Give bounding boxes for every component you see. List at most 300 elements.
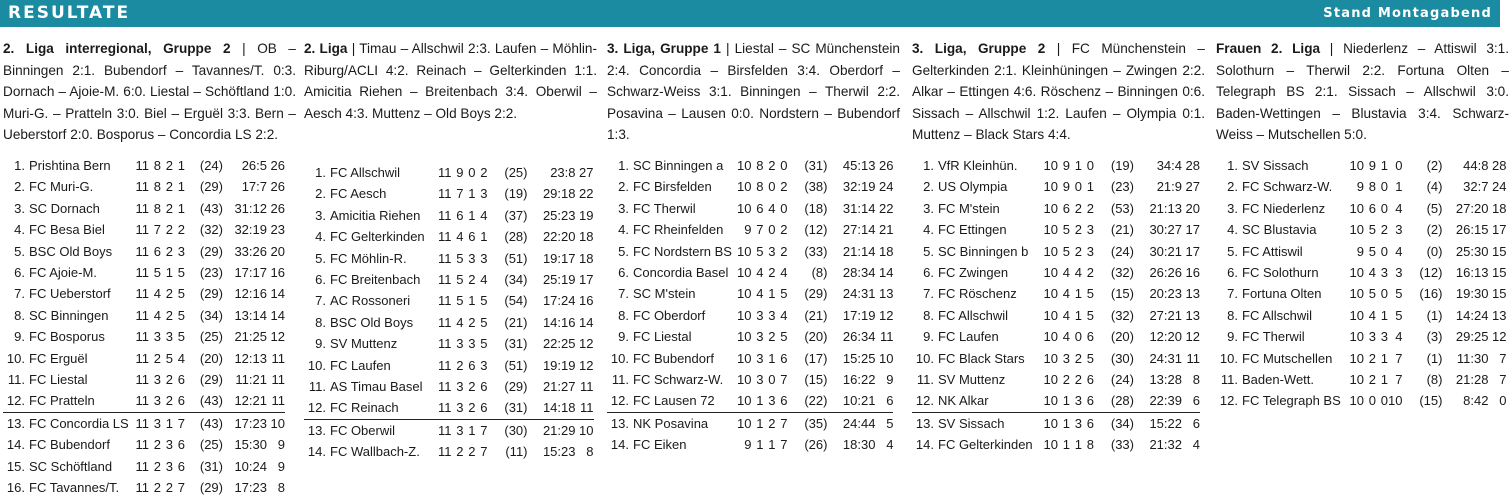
team-name: SV Sissach: [934, 412, 1042, 434]
table-cell: 10: [1349, 222, 1364, 238]
table-cell: 5: [780, 329, 788, 345]
table-cell: (25): [504, 165, 528, 180]
table-cell: 11: [1186, 350, 1200, 366]
table-cell: 2: [456, 357, 464, 373]
team-name: BSC Old Boys: [29, 243, 113, 259]
table-cell: 17:24: [542, 293, 576, 309]
table-cell: 9: [456, 165, 464, 180]
table-cell: 5: [1395, 286, 1403, 302]
table-cell: 11.: [611, 372, 629, 388]
table-cell: 3.: [14, 200, 25, 216]
table-cell: 2: [1368, 372, 1376, 388]
table-cell: (31): [804, 158, 828, 173]
table-cell: 4: [177, 350, 185, 366]
table-cell: 2: [165, 158, 173, 173]
table-cell: 10: [1349, 372, 1364, 388]
table-cell: 26: [270, 158, 285, 173]
table-cell: 8: [756, 158, 764, 173]
table-cell: 10: [1043, 393, 1058, 409]
table-cell: 6: [1368, 200, 1376, 216]
table-cell: 12: [270, 329, 285, 345]
table-cell: 10: [1043, 222, 1058, 238]
table-cell: 8: [153, 158, 161, 173]
table-cell: 11: [135, 200, 149, 216]
table-cell: 5: [780, 286, 788, 302]
table-cell: 6: [756, 200, 764, 216]
table-cell: 4: [456, 229, 464, 245]
table-cell: (24): [1110, 243, 1134, 259]
table-cell: 12: [579, 357, 594, 373]
table-cell: 5: [177, 329, 185, 345]
team-name: FC Tavannes/T.: [29, 480, 120, 496]
table-cell: 10.: [6, 350, 25, 366]
table-row: [912, 348, 1200, 369]
table-cell: 8: [153, 179, 161, 195]
table-cell: 11: [135, 458, 149, 474]
table-cell: 27: [579, 165, 594, 180]
table-cell: 24:31: [842, 286, 876, 302]
table-cell: 6: [1086, 372, 1094, 388]
table-cell: 11: [438, 444, 452, 460]
table-cell: 4.: [923, 222, 934, 238]
team-name: FC Solothurn: [1242, 265, 1319, 281]
table-cell: 13.: [304, 419, 326, 441]
team-name: Fortuna Olten: [1242, 286, 1322, 302]
table-row: [912, 219, 1200, 240]
table-row: [912, 369, 1200, 390]
table-cell: (18): [804, 200, 828, 216]
table-cell: 9: [1062, 158, 1070, 173]
table-cell: 2.: [14, 179, 25, 195]
table-cell: 4: [456, 314, 464, 330]
table-cell: 5: [1395, 307, 1403, 323]
table-cell: 8.: [14, 307, 25, 323]
table-cell: 11: [135, 158, 149, 173]
team-name: FC Niederlenz: [1242, 200, 1326, 216]
table-cell: 2: [468, 400, 476, 416]
team-name: AC Rossoneri: [330, 293, 411, 309]
table-cell: 9: [277, 437, 285, 453]
table-cell: 7.: [923, 286, 934, 302]
team-name: FC Telegraph BS: [1242, 393, 1341, 409]
table-cell: 24:31: [1149, 350, 1182, 366]
table-cell: 10: [737, 158, 752, 173]
table-cell: 3: [1062, 350, 1070, 366]
table-cell: 17: [1492, 222, 1507, 238]
table-cell: 1: [1074, 437, 1082, 453]
table-cell: (31): [199, 458, 223, 474]
table-row: [3, 219, 285, 240]
table-cell: 15:22: [1134, 412, 1182, 434]
table-cell: 2.: [1227, 179, 1238, 195]
table-cell: 15: [1492, 265, 1507, 281]
table-cell: (2): [1426, 222, 1443, 238]
table-cell: 10: [737, 329, 752, 345]
table-row: [912, 326, 1200, 347]
table-cell: 0: [468, 165, 476, 180]
table-cell: 2: [768, 265, 776, 281]
table-cell: (2): [1426, 158, 1443, 173]
team-name: FC Aesch: [330, 186, 387, 202]
table-cell: 8: [756, 179, 764, 195]
table-cell: 4: [480, 272, 488, 288]
table-cell: 0: [1380, 393, 1388, 409]
table-row: [607, 390, 893, 412]
table-cell: 5.: [1227, 243, 1238, 259]
table-cell: 20: [1185, 200, 1200, 216]
table-cell: (19): [1110, 158, 1134, 173]
table-cell: 26:5: [241, 158, 267, 173]
table-row: [1216, 369, 1506, 390]
table-cell: 3: [153, 329, 161, 345]
table-cell: 27: [1185, 179, 1200, 195]
table-cell: 7: [177, 480, 185, 496]
table-cell: 30:21: [1149, 243, 1182, 259]
team-name: SC Blustavia: [1242, 222, 1317, 238]
table-cell: 10: [737, 265, 752, 281]
team-name: FC Mutschellen: [1242, 350, 1333, 366]
table-cell: 5: [480, 336, 488, 352]
table-cell: 13: [1185, 286, 1200, 302]
table-row: [1216, 283, 1506, 304]
table-cell: (54): [504, 293, 528, 309]
team-name: SC Schöftland: [29, 458, 113, 474]
table-row: [3, 390, 285, 412]
table-cell: 29:18: [542, 186, 576, 202]
table-cell: 8: [586, 444, 594, 460]
table-cell: 21:14: [842, 243, 876, 259]
table-cell: 19:17: [542, 250, 576, 266]
table-cell: 5: [875, 412, 893, 434]
table-cell: 14:24: [1455, 307, 1489, 323]
table-row: [3, 262, 285, 283]
table-cell: 0: [780, 158, 788, 173]
league-name: 3. Liga, Gruppe 2: [912, 41, 1046, 56]
table-cell: (0): [1426, 243, 1443, 259]
table-cell: 11.: [7, 372, 25, 388]
table-cell: 2: [1074, 372, 1082, 388]
table-cell: 12.: [6, 393, 25, 409]
team-name: FC Therwil: [633, 200, 696, 216]
table-cell: 1: [1380, 372, 1388, 388]
league-column: [1216, 38, 1509, 409]
table-cell: 4: [153, 286, 161, 302]
table-cell: (29): [804, 286, 828, 302]
team-name: SV Muttenz: [330, 336, 398, 352]
table-cell: 21:28: [1455, 372, 1489, 388]
table-cell: 6: [1086, 393, 1094, 409]
table-cell: 5: [1062, 222, 1070, 238]
table-cell: 11: [438, 207, 452, 223]
table-cell: 1: [468, 293, 476, 309]
table-cell: 11: [879, 329, 894, 345]
table-cell: 8: [1086, 437, 1094, 453]
table-row: [912, 390, 1200, 412]
table-cell: 12:16: [234, 286, 267, 302]
table-cell: 13.: [912, 412, 934, 434]
table-cell: 22:39: [1149, 393, 1182, 409]
table-cell: 4: [1395, 329, 1403, 345]
table-cell: (38): [804, 179, 828, 195]
table-cell: 2: [1062, 372, 1070, 388]
table-cell: 25:23: [542, 207, 576, 223]
table-cell: 7: [1499, 372, 1507, 388]
table-cell: 3: [456, 400, 464, 416]
table-cell: 11: [438, 229, 452, 245]
table-cell: 5: [177, 265, 185, 281]
table-cell: (20): [804, 329, 828, 345]
team-name: FC Bubendorf: [633, 350, 714, 366]
team-name: FC Bosporus: [29, 329, 105, 345]
table-cell: 10: [1043, 265, 1058, 281]
team-name: FC Eiken: [633, 437, 687, 453]
table-cell: 18: [579, 229, 594, 245]
team-name: SC M'stein: [633, 286, 696, 302]
table-cell: 1: [751, 412, 763, 434]
table-cell: 7.: [315, 293, 326, 309]
table-cell: 14.: [6, 437, 25, 453]
table-row: [607, 412, 893, 434]
table-cell: 3: [768, 307, 776, 323]
table-cell: 10: [1043, 372, 1058, 388]
table-cell: 4: [1062, 265, 1070, 281]
table-cell: 10: [267, 412, 285, 434]
table-cell: 6: [780, 350, 788, 366]
table-row: [304, 397, 594, 419]
table-cell: 10: [1043, 286, 1058, 302]
table-cell: 6.: [923, 265, 934, 281]
table-cell: 2: [1074, 200, 1082, 216]
table-row: [304, 162, 594, 183]
table-cell: 28: [1185, 158, 1200, 173]
table-cell: 11: [580, 400, 594, 416]
league-name: 2. Liga interregional, Gruppe 2: [3, 41, 231, 56]
table-cell: 21: [879, 222, 894, 238]
table-cell: 0: [768, 222, 776, 238]
table-cell: 2: [153, 437, 161, 453]
table-cell: 10: [1349, 158, 1364, 173]
table-row: [912, 434, 1200, 455]
league-column: [607, 38, 900, 453]
table-cell: 12: [579, 336, 594, 352]
table-cell: 6: [177, 372, 185, 388]
table-cell: 18: [1492, 200, 1507, 216]
table-cell: 2.: [315, 186, 326, 202]
league-column: [304, 38, 598, 460]
table-cell: 16: [1185, 265, 1200, 281]
table-row: [912, 176, 1200, 197]
table-cell: 11: [438, 165, 452, 180]
table-cell: 3: [768, 393, 776, 409]
table-cell: 12.: [610, 393, 629, 409]
table-cell: 31:12: [234, 200, 267, 216]
table-cell: 1.: [14, 158, 25, 173]
table-cell: 2: [165, 243, 173, 259]
table-cell: 4: [780, 265, 788, 281]
table-cell: 27:20: [1455, 200, 1489, 216]
table-row: [1216, 262, 1506, 283]
table-cell: 7: [476, 419, 488, 441]
table-cell: 11: [438, 400, 452, 416]
results-text: Liestal – SC Münchenstein 2:4. Concordia – Birsfelden 3:4. Oberdorf – Schwarz-Weiss 3:1. Binningen – Therwil 2:2. Posavina – Lausen 0:0. Nordstern – Bubendorf 1:3.: [607, 41, 900, 142]
table-cell: 1: [1086, 179, 1094, 195]
table-cell: 12: [879, 307, 894, 323]
table-cell: 8.: [618, 307, 629, 323]
table-cell: 9: [744, 437, 752, 453]
table-cell: 1: [1062, 393, 1070, 409]
table-cell: 6.: [618, 265, 629, 281]
table-cell: 9: [744, 222, 752, 238]
table-cell: (34): [1094, 412, 1134, 434]
table-cell: (33): [804, 243, 828, 259]
table-cell: 5: [756, 243, 764, 259]
table-cell: 7: [756, 222, 764, 238]
table-cell: (21): [504, 314, 528, 330]
table-cell: 3: [165, 458, 173, 474]
table-cell: 3: [480, 357, 488, 373]
table-cell: 10: [737, 307, 752, 323]
divider: |: [347, 41, 360, 56]
table-cell: 14.: [307, 444, 326, 460]
table-cell: 11: [580, 379, 594, 395]
table-cell: 6: [1082, 412, 1094, 434]
table-cell: 7: [456, 186, 464, 202]
table-cell: 11: [135, 350, 149, 366]
table-cell: 5: [1062, 243, 1070, 259]
results-text: FC Münchenstein – Gelterkinden 2:1. Kleinhüningen – Zwingen 2:2. Alkar – Ettingen 4:6. Röschenz – Binningen 0:6. Sissach – Allschwil 1:2. Laufen – Olympia 0:1. Muttenz – Black Stars 4:4.: [912, 41, 1205, 142]
team-name: FC Ueberstorf: [29, 286, 111, 302]
team-name: FC Concordia LS: [25, 412, 133, 434]
table-cell: 1: [165, 265, 173, 281]
table-cell: 15:23: [542, 444, 576, 460]
table-cell: 1: [1074, 158, 1082, 173]
table-cell: 13.: [607, 412, 629, 434]
table-cell: 3: [1086, 222, 1094, 238]
team-name: FC Oberwil: [326, 419, 438, 441]
table-cell: (17): [804, 350, 828, 366]
table-cell: 21:32: [1149, 437, 1182, 453]
table-row: [912, 155, 1200, 176]
table-cell: 14: [879, 265, 894, 281]
table-cell: 5: [1368, 286, 1376, 302]
table-cell: (29): [199, 372, 223, 388]
table-cell: 1: [1062, 437, 1070, 453]
table-cell: 10: [879, 350, 894, 366]
table-row: [304, 226, 594, 247]
table-cell: 16.: [6, 480, 25, 496]
table-cell: 16: [270, 265, 285, 281]
table-cell: 6: [177, 458, 185, 474]
divider: |: [1045, 41, 1072, 56]
table-cell: 11.: [308, 379, 326, 395]
team-name: FC Allschwil: [1242, 307, 1313, 323]
league-column: [3, 38, 296, 496]
team-name: FC Allschwil: [938, 307, 1009, 323]
table-cell: (12): [1419, 265, 1443, 281]
table-cell: 4: [1192, 437, 1200, 453]
table-cell: 19: [579, 207, 594, 223]
table-row: [607, 176, 893, 197]
table-cell: (32): [1110, 307, 1134, 323]
table-cell: 10: [737, 243, 752, 259]
table-cell: 17:23: [234, 480, 267, 496]
table-cell: 17:17: [234, 265, 267, 281]
team-name: FC Reinach: [330, 400, 399, 416]
table-cell: 4: [780, 307, 788, 323]
table-cell: 24: [1492, 179, 1507, 195]
team-name: FC Erguël: [29, 350, 88, 366]
table-cell: 2: [1074, 243, 1082, 259]
table-cell: 21:29: [528, 419, 576, 441]
table-cell: 11: [135, 243, 149, 259]
table-cell: 10.: [1219, 350, 1238, 366]
table-cell: (8): [1426, 372, 1443, 388]
table-cell: 0: [768, 372, 776, 388]
table-cell: 2: [165, 286, 173, 302]
table-cell: 11: [133, 412, 149, 434]
table-cell: 4: [886, 437, 894, 453]
table-row: [1216, 241, 1506, 262]
table-cell: 26: [270, 179, 285, 195]
table-row: [607, 219, 893, 240]
table-row: [607, 326, 893, 347]
table-cell: (28): [1110, 393, 1134, 409]
table-cell: 3: [468, 250, 476, 266]
table-cell: 7: [1499, 350, 1507, 366]
table-cell: 2.: [923, 179, 934, 195]
table-cell: 10.: [610, 350, 629, 366]
table-cell: 11: [438, 272, 452, 288]
table-row: [3, 176, 285, 197]
table-cell: 5: [165, 350, 173, 366]
table-cell: 11: [438, 186, 452, 202]
table-cell: 14.: [610, 437, 629, 453]
table-cell: 30:27: [1149, 222, 1182, 238]
table-cell: 18: [579, 250, 594, 266]
table-cell: (23): [199, 265, 223, 281]
table-cell: 15: [1492, 243, 1507, 259]
table-cell: 26: [879, 158, 894, 173]
page-subtitle: Stand Montagabend: [1323, 6, 1492, 21]
table-cell: 1: [468, 186, 476, 202]
table-cell: 2: [153, 480, 161, 496]
table-cell: (32): [1110, 265, 1134, 281]
table-cell: (25): [199, 329, 223, 345]
team-name: FC Black Stars: [938, 350, 1025, 366]
table-cell: 12: [1492, 329, 1507, 345]
table-cell: 1: [1380, 350, 1388, 366]
table-cell: 2: [1086, 265, 1094, 281]
table-cell: 3: [1380, 329, 1388, 345]
table-cell: 6: [1182, 412, 1200, 434]
table-cell: 17: [1185, 222, 1200, 238]
table-row: [304, 355, 594, 376]
table-cell: 7.: [618, 286, 629, 302]
table-cell: 14: [579, 314, 594, 330]
table-cell: 5.: [618, 243, 629, 259]
table-cell: 3: [1395, 222, 1403, 238]
team-name: SC Dornach: [29, 200, 100, 216]
table-cell: 10: [737, 393, 752, 409]
team-name: FC Liestal: [29, 372, 88, 388]
table-cell: 10: [1349, 393, 1364, 409]
table-cell: 13:14: [234, 307, 267, 323]
table-cell: 2: [468, 272, 476, 288]
table-cell: 16:13: [1455, 265, 1489, 281]
table-cell: 10: [576, 419, 594, 441]
table-cell: 3: [149, 412, 161, 434]
table-cell: 4: [756, 265, 764, 281]
